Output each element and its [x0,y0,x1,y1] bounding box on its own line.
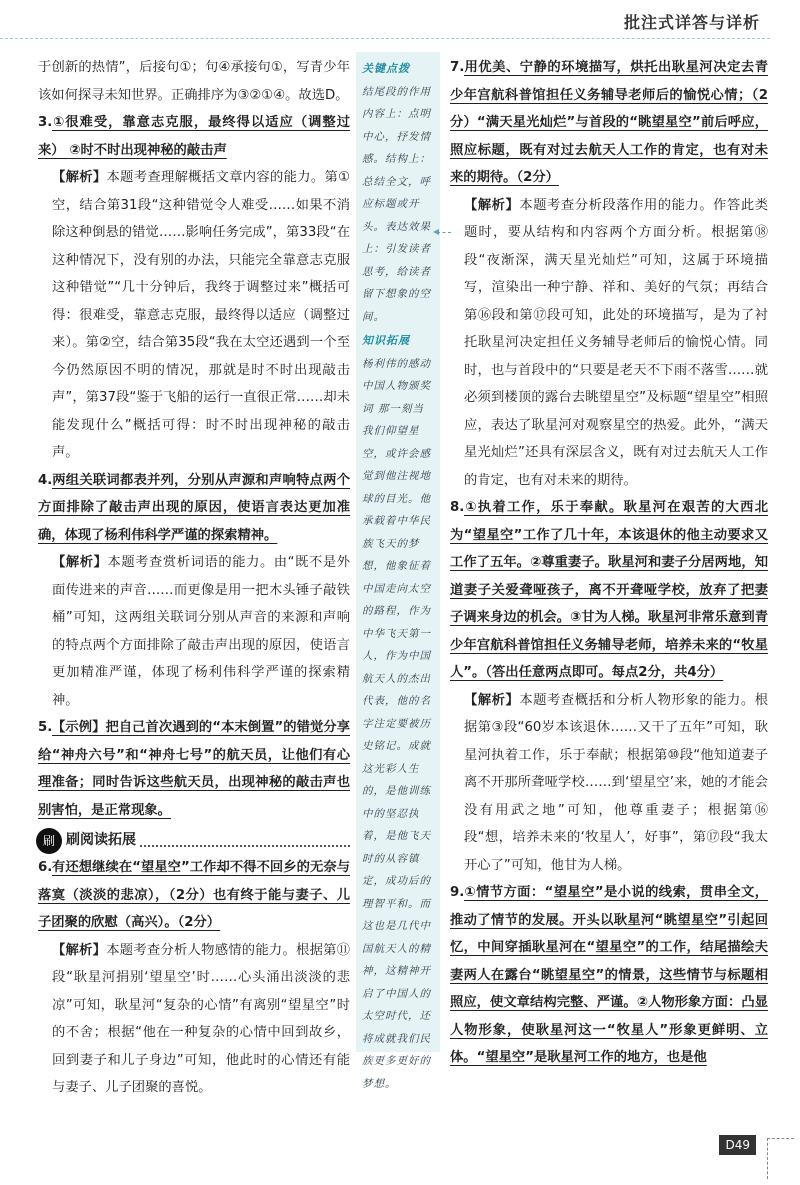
q8-analysis [450,687,768,880]
q7-analysis [450,192,768,495]
q4-answer-text: 两组关联词都表并列，分别从声源和声响特点两个方面排除了敲击声出现的原因，使语言表达更加准确，体现了杨利伟科学严谨的探索精神。 [38,472,350,543]
q6-number: 6. [38,860,53,875]
q8-answer-text: ①执着工作，乐于奉献。耿星河在艰苦的大西北为“望星空”工作了几十年，本该退休的他主动要求又工作了五年。②尊重妻子。耿星河和妻子分居两地，知道妻子关爱聋哑孩子，离不开聋哑学校，放弃了把妻子调来身边的机会。③甘为人梯。耿星河非常乐意到青少年宫航科普馆担任义务辅导老师，培养未来的“牧星人”。（答出任意两点即可。每点2分，共4分） [450,500,768,680]
q5-number: 5. [38,720,53,735]
sidebar-heading-knowledge: 知识拓展 [362,334,410,347]
q8-analysis-text: 本题考查概括和分析人物形象的能力。根据第③段“60岁本该退休……又干了五年”可知，耿星河执着工作，乐于奉献；根据第⑩段“他知道妻子离不开那所聋哑学校……到‘望星空’来，她的才能会没有用武之地”可知，他尊重妻子；根据第⑯段“想，培养未来的‘牧星人’，好事”，第⑰段“我太开心了”可知，他甘为人梯。 [464,692,769,873]
q5-answer-text: 【示例】把自己首次遇到的“本末倒置”的错觉分享给“神舟六号”和“神舟七号”的航天员，让他们有心理准备；同时告诉这些航天员，出现神秘的敲击声也别害怕，是正常现象。 [38,720,350,818]
section-label: 刷阅读拓展 [66,832,136,849]
q6-answer [38,854,350,937]
header-divider [0,38,770,39]
q7-answer-text: 用优美、宁静的环境描写，烘托出耿星河决定去青少年宫航科普馆担任义务辅导老师后的愉悦心情；（2分）“满天星光灿烂”与首段的“眺望星空”前后呼应，照应标题，既有对过去航天人工作的肯定，也有对未来的期待。（2分） [450,60,768,185]
q6-answer-text: 有还想继续在“望星空”工作却不得不回乡的无奈与落寞（淡淡的悲凉），（2分）也有终于能与妻子、儿子团聚的欣慰（高兴）。（2分） [38,860,350,930]
q6-tag: 【解析】 [52,942,107,958]
q2-continuation: 于创新的热情”，后接句①；句④承接句①，写青少年该如何探寻未知世界。正确排序为③②①④。故选D。 [38,60,350,103]
q9-number: 9. [450,885,465,900]
q4-number: 4. [38,472,53,488]
sidebar-text-key-points: 结尾段的作用内容上：点明中心，抒发情感。结构上：总结全文，呼应标题或开头。表达效果上：引发读者思考，给读者留下想象的空间。 [362,85,431,323]
q7-answer [450,54,768,192]
q3-number: 3. [38,115,53,130]
q7-number: 7. [450,60,465,75]
q4-analysis-text: 本题考查赏析词语的能力。由“既不是外面传进来的声音……而更像是用一把木头锤子敲铁桶”可知，这两组关联词分别从声音的来源和声响的特点两个方面排除了敲击声出现的原因，使语言更加精准严谨，体现了杨利伟科学严谨的探索精神。 [52,555,351,708]
q9-answer-text: ①情节方面：“望星空”是小说的线索，贯串全文，推动了情节的发展。开头以耿星河“眺望星空”引起回忆，中间穿插耿星河在“望星空”的工作，结尾描绘夫妻两人在露台“眺望星空”的情景，这些情节与标题相照应，使文章结构完整、严谨。②人物形象方面：凸显人物形象，使耿星河这一“牧星人”形象更鲜明、立体。“望星空”是耿星河工作的地方，也是他 [450,885,768,1065]
q9-answer [450,879,768,1072]
q4-tag: 【解析】 [52,555,108,570]
q3-analysis-text: 本题考查理解概括文章内容的能力。第①空，结合第31段“这种错觉令人难受……如果不消除这种倒悬的错觉……影响任务完成”，第33段“在这种情况下，没有别的办法，只能完全靠意志克服这种错觉”“几十分钟后，我终于调整过来”概括可得：很难受，靠意志克服，最终得以适应（调整过来）。第②空，结合第35段“我在太空还遇到一个至今仍然原因不明的情况，那就是时不时出现敲击声”，第37段“鉴于飞船的运行一直很正常……却未能发现什么”概括可得：时不时出现神秘的敲击声。 [52,170,351,460]
q4-analysis [38,549,350,714]
section-banner [36,828,350,854]
sidebar-heading-key-points: 关键点拨 [362,62,410,75]
q6-analysis-text: 本题考查分析人物感情的能力。根据第⑪段“耿星河捐别‘望星空’时……心头涌出淡淡的悲凉”可知，耿星河“复杂的心情”有离别“望星空”时的不舍；根据“他在一种复杂的心情中回到故乡，回到妻子和儿子身边”可知，他此时的心情还有能与妻子、儿子团聚的喜悦。 [52,942,351,1095]
q6-analysis [38,937,350,1102]
q7-analysis-text: 本题考查分析段落作用的能力。作答此类题时，要从结构和内容两个方面分析。根据第⑱段“夜渐深，满天星光灿烂”可知，这属于环境描写，渲染出一种宁静、祥和、美好的气氛；再结合第⑯段和第⑰段可知，此处的环境描写，是为了衬托耿星河决定担任义务辅导老师后的愉悦心情。同时，也与首段中的“只要是老天不下雨不落雪……就必须到楼顶的露台去眺望星空”及标题“望星空”相照应，表达了耿星河对观察星空的热爱。此外，“满天星光灿烂”还具有深层含义，既有对过去航天人工作的肯定，也有对未来的期待。 [464,197,769,488]
header-title: 批注式详答与详析 [623,13,760,32]
q8-answer [450,494,768,687]
page-number: D49 [719,1135,756,1155]
q4-answer [38,467,350,550]
book-icon: 刷 [36,828,62,854]
section-dots-divider [140,835,350,847]
sidebar-text-knowledge: 杨利伟的感动中国人物颁奖词 那一刻当我们仰望星空，或许会感觉到他注视地球的目光。他承载着中华民族飞天的梦想，他象征着中国走向太空的路程，作为中华飞天第一人，作为中国航天人的杰出代表，他的名字注定要被历史铭记。成就这光彩人生的，是他训练中的坚忍执着，是他飞天时的从容镇定，成功后的理智平和。而这也是几代中国航天人的精神，这精神开启了中国人的太空时代，还将成就我们民族更多更好的梦想。 [362,357,431,1090]
annotation-sidebar [356,52,440,1090]
q3-answer [38,109,350,164]
q8-number: 8. [450,500,465,515]
right-column [450,54,768,1072]
q3-answer-text: ①很难受，靠意志克服，最终得以适应（调整过来） ②时不时出现神秘的敲击声 [38,115,350,158]
q7-tag: 【解析】 [464,197,520,213]
left-column [38,54,350,1102]
q5-answer [38,714,350,824]
annotation-arrow [437,232,451,233]
q3-analysis [38,164,350,467]
corner-decoration [767,1138,794,1179]
q3-tag: 【解析】 [52,170,107,185]
q8-tag: 【解析】 [464,692,520,708]
